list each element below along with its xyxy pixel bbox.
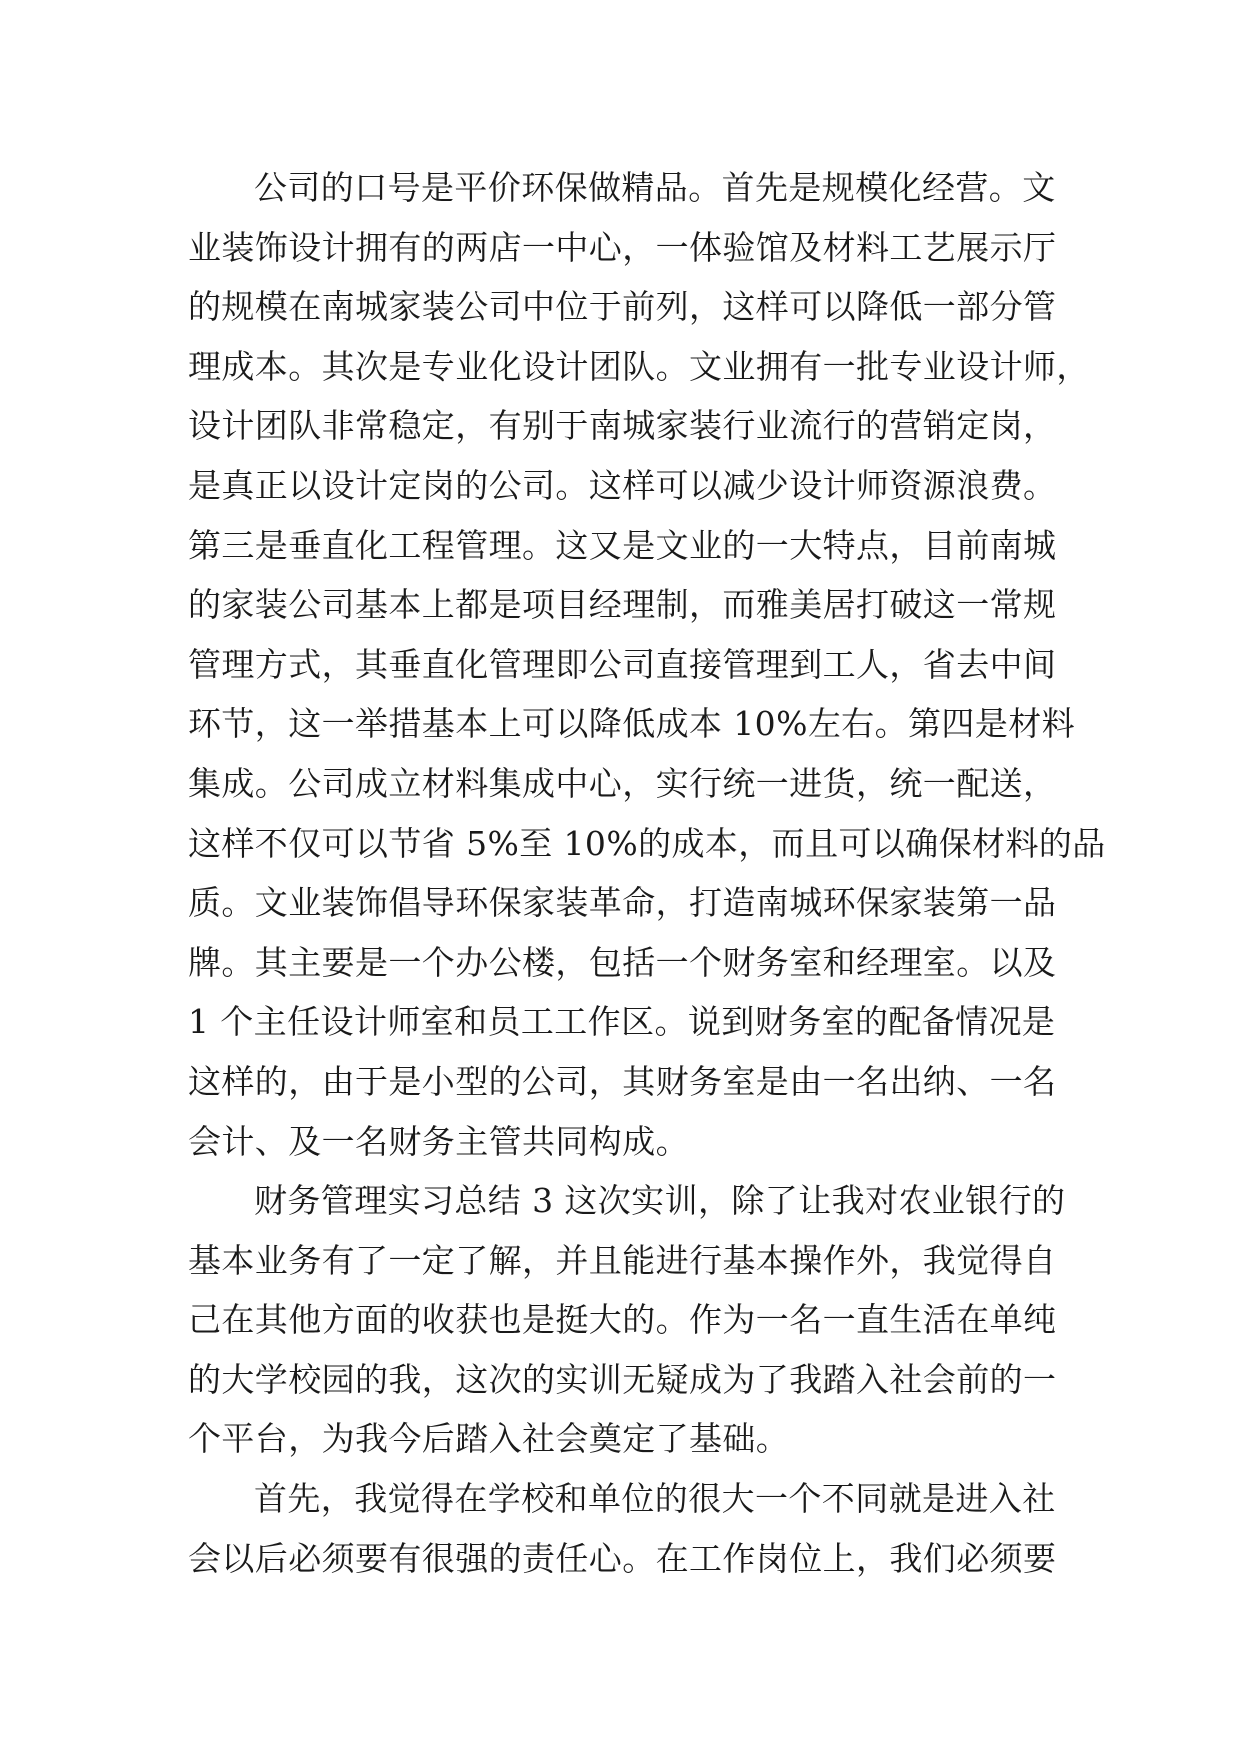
text-line: 理成本。其次是专业化设计团队。文业拥有一批专业设计师，	[188, 346, 1090, 386]
text-line: 个平台，为我今后踏入社会奠定了基础。	[188, 1419, 790, 1459]
text-line: 设计团队非常稳定，有别于南城家装行业流行的营销定岗，	[188, 406, 1057, 446]
text-line: 1 个主任设计师室和员工工作区。说到财务室的配备情况是	[188, 1002, 1056, 1042]
text-line: 环节，这一举措基本上可以降低成本 10%左右。第四是材料	[188, 704, 1076, 744]
text-line: 首先，我觉得在学校和单位的很大一个不同就是进入社	[254, 1479, 1056, 1519]
text-line: 管理方式，其垂直化管理即公司直接管理到工人，省去中间	[188, 644, 1057, 684]
text-line: 质。文业装饰倡导环保家装革命，打造南城环保家装第一品	[188, 883, 1057, 923]
text-line: 牌。其主要是一个办公楼，包括一个财务室和经理室。以及	[188, 942, 1057, 982]
text-line: 集成。公司成立材料集成中心，实行统一进货，统一配送，	[188, 763, 1057, 803]
paragraph-company-intro	[188, 158, 1106, 1171]
text-line: 会以后必须要有很强的责任心。在工作岗位上，我们必须要	[188, 1538, 1057, 1578]
document-body	[188, 158, 1106, 1588]
text-line: 业装饰设计拥有的两店一中心，一体验馆及材料工艺展示厅	[188, 227, 1057, 267]
text-line: 公司的口号是平价环保做精品。首先是规模化经营。文	[254, 168, 1056, 207]
text-line: 第三是垂直化工程管理。这又是文业的一大特点，目前南城	[188, 525, 1057, 565]
text-line: 财务管理实习总结 3 这次实训，除了让我对农业银行的	[254, 1181, 1066, 1221]
text-line: 是真正以设计定岗的公司。这样可以减少设计师资源浪费。	[188, 465, 1057, 505]
text-line: 的家装公司基本上都是项目经理制，而雅美居打破这一常规	[188, 585, 1057, 625]
text-line: 的大学校园的我，这次的实训无疑成为了我踏入社会前的一	[188, 1359, 1057, 1399]
text-line: 基本业务有了一定了解，并且能进行基本操作外，我觉得自	[188, 1240, 1057, 1280]
paragraph-responsibility	[188, 1469, 1058, 1588]
text-line: 这样不仅可以节省 5%至 10%的成本，而且可以确保材料的品	[188, 823, 1106, 863]
text-line: 会计、及一名财务主管共同构成。	[188, 1121, 689, 1161]
paragraph-internship-summary	[188, 1171, 1066, 1469]
text-line: 己在其他方面的收获也是挺大的。作为一名一直生活在单纯	[188, 1300, 1057, 1340]
text-line: 这样的，由于是小型的公司，其财务室是由一名出纳、一名	[188, 1061, 1057, 1101]
text-line: 的规模在南城家装公司中位于前列，这样可以降低一部分管	[188, 287, 1057, 327]
